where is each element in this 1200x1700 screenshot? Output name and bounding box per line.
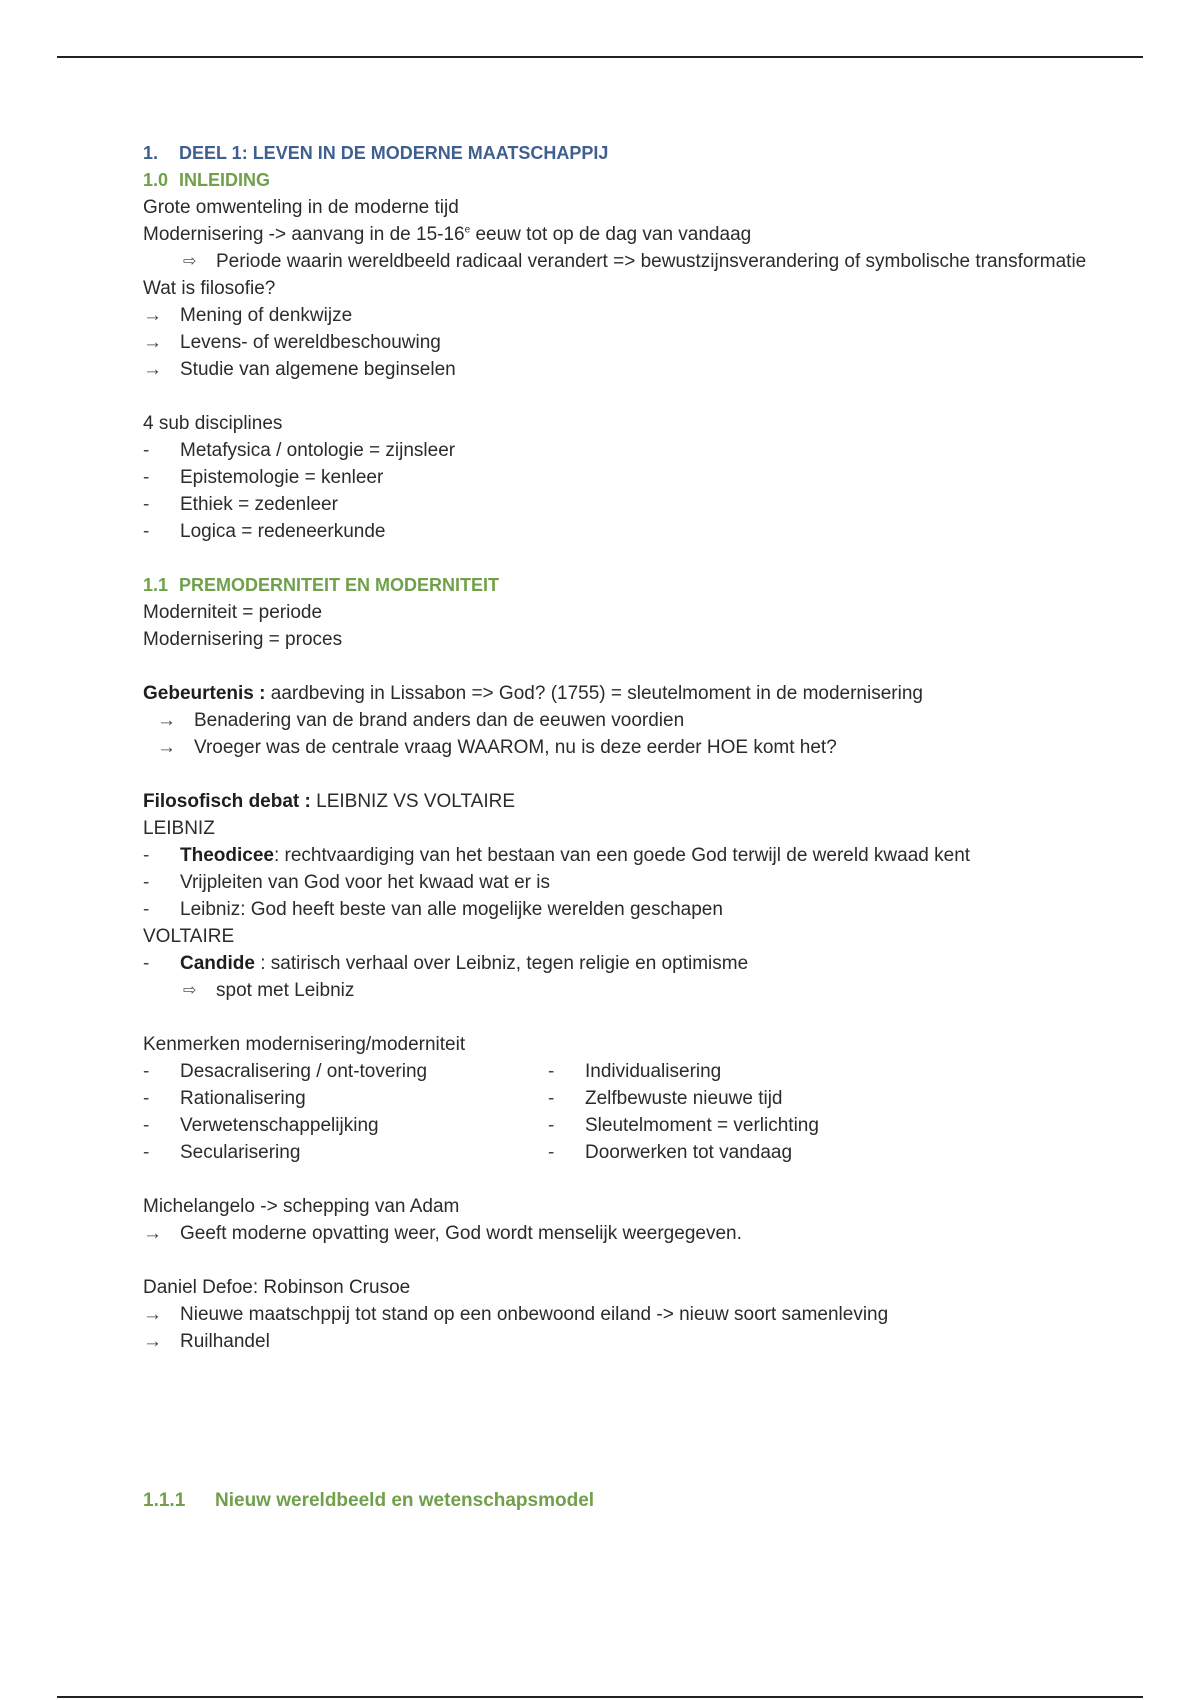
dash-bullet: - bbox=[143, 521, 150, 542]
hollow-arrow-icon: ⇨ bbox=[183, 982, 197, 999]
dash-bullet: - bbox=[143, 467, 150, 488]
list-item: - Individualisering bbox=[548, 1058, 953, 1085]
list-item: - Verwetenschappelijking bbox=[143, 1112, 548, 1139]
hollow-arrow-icon: ⇨ bbox=[183, 253, 197, 270]
list-item: - Epistemologie = kenleer bbox=[143, 464, 1143, 491]
list-item: → Nieuwe maatschppij tot stand op een onbewoond eiland -> nieuw soort samenleving bbox=[143, 1301, 1143, 1328]
list-item: - Doorwerken tot vandaag bbox=[548, 1139, 953, 1166]
heading-premoderniteit: 1.1 PREMODERNITEIT EN MODERNITEIT bbox=[143, 575, 500, 595]
kenmerken-left bbox=[143, 1058, 548, 1166]
dash-bullet: - bbox=[143, 953, 150, 974]
paragraph: Daniel Defoe: Robinson Crusoe bbox=[143, 1277, 411, 1298]
paragraph: Modernisering = proces bbox=[143, 629, 343, 650]
list-item: - Secularisering bbox=[143, 1139, 548, 1166]
dash-bullet: - bbox=[548, 1115, 555, 1136]
list-item: - Desacralisering / ont-tovering bbox=[143, 1058, 548, 1085]
dash-bullet: - bbox=[143, 1061, 150, 1082]
paragraph: Michelangelo -> schepping van Adam bbox=[143, 1196, 460, 1217]
arrow-icon: → bbox=[143, 305, 162, 326]
paragraph: Wat is filosofie? bbox=[143, 278, 276, 299]
list-item: - Metafysica / ontologie = zijnsleer bbox=[143, 437, 1143, 464]
paragraph: 4 sub disciplines bbox=[143, 413, 283, 434]
list-item: - Candide : satirisch verhaal over Leibniz, tegen religie en optimisme bbox=[143, 950, 1143, 977]
list-item: → Geeft moderne opvatting weer, God wordt menselijk weergegeven. bbox=[143, 1220, 1143, 1247]
paragraph: Grote omwenteling in de moderne tijd bbox=[143, 197, 459, 218]
list-item: → Mening of denkwijze bbox=[143, 302, 1143, 329]
list-item: - Leibniz: God heeft beste van alle mogelijke werelden geschapen bbox=[143, 896, 1143, 923]
dash-bullet: - bbox=[143, 1115, 150, 1136]
header-rule bbox=[57, 56, 1143, 58]
footer-rule bbox=[57, 1696, 1143, 1698]
list-item: → Vroeger was de centrale vraag WAAROM, nu is deze eerder HOE komt het? bbox=[157, 734, 1143, 761]
heading-nieuw-wereldbeeld: 1.1.1 Nieuw wereldbeeld en wetenschapsmodel bbox=[143, 1490, 595, 1511]
list-item: - Theodicee: rechtvaardiging van het bestaan van een goede God terwijl de wereld kwaad kent bbox=[143, 842, 1143, 869]
sub-bullet: ⇨ Periode waarin wereldbeeld radicaal verandert => bewustzijnsverandering of symbolische transformatie bbox=[143, 248, 1116, 275]
heading-inleiding: 1.0 INLEIDING bbox=[143, 170, 271, 190]
dash-bullet: - bbox=[548, 1142, 555, 1163]
arrow-icon: → bbox=[143, 1331, 162, 1352]
list-item: → Ruilhandel bbox=[143, 1328, 1143, 1355]
dash-bullet: - bbox=[143, 1088, 150, 1109]
paragraph: LEIBNIZ bbox=[143, 818, 215, 839]
paragraph: Gebeurtenis : aardbeving in Lissabon => God? (1755) = sleutelmoment in de modernisering bbox=[143, 683, 923, 704]
paragraph: Modernisering -> aanvang in de 15-16e eeuw tot op de dag van vandaag bbox=[143, 224, 752, 245]
sub-bullet: ⇨ spot met Leibniz bbox=[143, 977, 1143, 1004]
dash-bullet: - bbox=[143, 1142, 150, 1163]
paragraph: Filosofisch debat : LEIBNIZ VS VOLTAIRE bbox=[143, 791, 515, 812]
kenmerken-right bbox=[548, 1058, 953, 1166]
dash-bullet: - bbox=[548, 1088, 555, 1109]
list-item: - Zelfbewuste nieuwe tijd bbox=[548, 1085, 953, 1112]
arrow-icon: → bbox=[143, 1223, 162, 1244]
list-item: - Vrijpleiten van God voor het kwaad wat er is bbox=[143, 869, 1143, 896]
dash-bullet: - bbox=[143, 872, 150, 893]
dash-bullet: - bbox=[548, 1061, 555, 1082]
paragraph: Moderniteit = periode bbox=[143, 602, 323, 623]
list-item: - Sleutelmoment = verlichting bbox=[548, 1112, 953, 1139]
list-item: - Ethiek = zedenleer bbox=[143, 491, 1143, 518]
list-item: → Benadering van de brand anders dan de eeuwen voordien bbox=[157, 707, 1143, 734]
kenmerken-columns bbox=[143, 1058, 1143, 1166]
document-body bbox=[143, 140, 1143, 1514]
arrow-icon: → bbox=[157, 710, 176, 731]
heading-deel-1: 1. DEEL 1: LEVEN IN DE MODERNE MAATSCHAPPIJ bbox=[143, 143, 609, 163]
list-item: → Levens- of wereldbeschouwing bbox=[143, 329, 1143, 356]
arrow-icon: → bbox=[143, 1304, 162, 1325]
arrow-icon: → bbox=[143, 332, 162, 353]
dash-bullet: - bbox=[143, 494, 150, 515]
list-item: - Logica = redeneerkunde bbox=[143, 518, 1143, 545]
arrow-icon: → bbox=[157, 737, 176, 758]
list-item: - Rationalisering bbox=[143, 1085, 548, 1112]
arrow-icon: → bbox=[143, 359, 162, 380]
dash-bullet: - bbox=[143, 440, 150, 461]
dash-bullet: - bbox=[143, 899, 150, 920]
list-item: → Studie van algemene beginselen bbox=[143, 356, 1143, 383]
paragraph: VOLTAIRE bbox=[143, 926, 235, 947]
paragraph: Kenmerken modernisering/moderniteit bbox=[143, 1034, 466, 1055]
dash-bullet: - bbox=[143, 845, 150, 866]
